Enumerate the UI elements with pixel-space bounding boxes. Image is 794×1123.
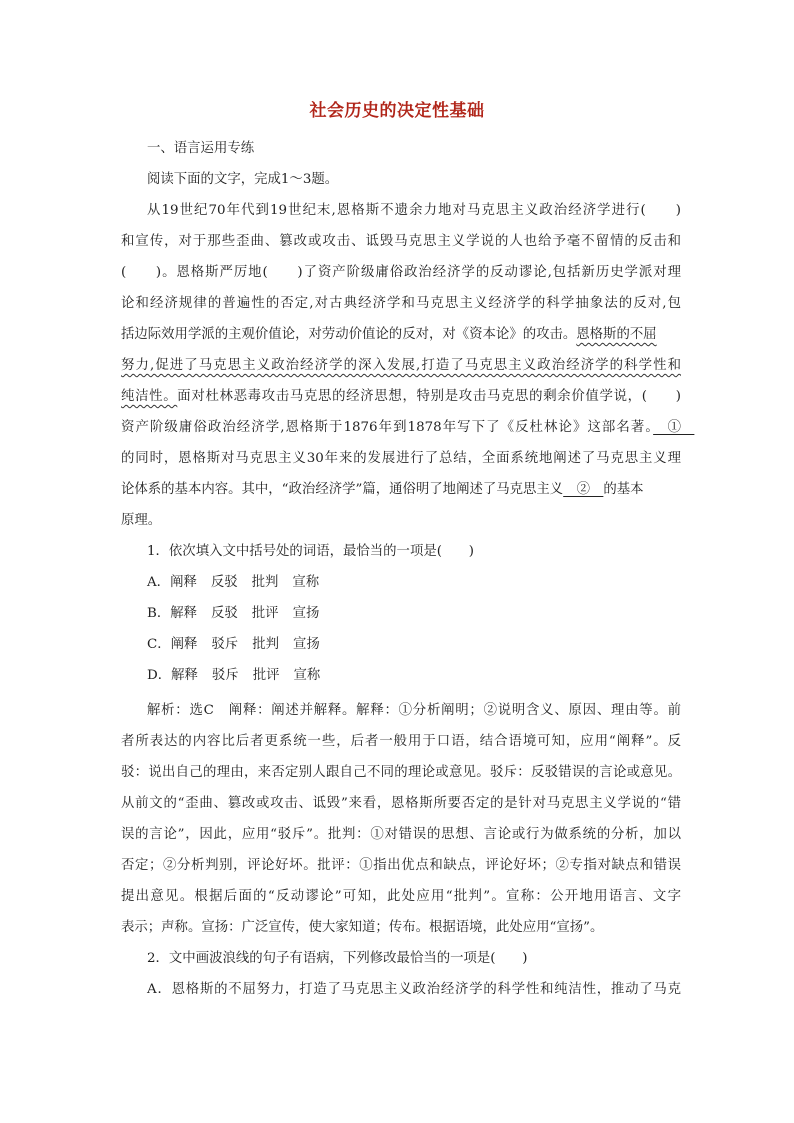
option-text: A．: [147, 575, 171, 590]
option-text: 阐释: [170, 575, 197, 590]
passage-line: 括边际效用学派的主观价值论，对劳动价值论的反对，对《资本论》的攻击。恩格斯的不屈: [121, 327, 657, 342]
blank-2: ②: [563, 482, 604, 497]
option-text: 反驳: [210, 575, 238, 590]
option-text: 宣称: [293, 668, 321, 683]
option-d: [147, 667, 681, 685]
option-c: [147, 636, 681, 654]
wavy-underlined-text: 努力,促进了马克思主义政治经济学的深入发展,打造了马克思主义政治经济学的科学性和: [121, 358, 681, 373]
option-text: 宣扬: [292, 637, 320, 652]
option-text: 批评: [252, 668, 280, 683]
option-text: 驳斥: [211, 668, 239, 683]
passage-line: 论体系的基本内容。其中，“政治经济学”篇，通俗明了地阐述了马克思主义 ② 的基本: [121, 482, 644, 497]
instruction: 阅读下面的文字，完成1～3题。: [147, 172, 339, 187]
answer-line: 者所表达的内容比后者更系统一些，后者一般用于口语，结合语境可知，应用“阐释”。反: [121, 734, 681, 749]
answer-line: 表示；声称。宣扬：广泛宣传，使大家知道；传布。根据语境，此处应用“宣扬”。: [121, 920, 604, 935]
page-title: 社会历史的决定性基础: [309, 101, 485, 121]
blank-1: ①: [653, 420, 695, 435]
option-text: C．: [147, 637, 171, 652]
answer-line: 从前文的“歪曲、篡改或攻击、诋毁”来看，恩格斯所要否定的是针对马克思主义学说的“错: [121, 796, 681, 811]
passage-line: 和宣传，对于那些歪曲、篡改或攻击、诋毁马克思主义学说的人也给予毫不留情的反击和: [121, 234, 681, 249]
wavy-underlined-text: 恩格斯的不屈: [576, 327, 657, 342]
answer-line: 提出意见。根据后面的“反动谬论”可知，此处应用“批判”。宣称：公开地用语言、文字: [121, 889, 681, 904]
option-text: 驳斥: [211, 637, 239, 652]
option-text: 批判: [252, 637, 279, 652]
section-heading: 一、语言运用专练: [147, 141, 255, 156]
wavy-underlined-text: 纯洁性。: [121, 389, 178, 404]
passage-line: 的同时，恩格斯对马克思主义30年来的发展进行了总结，全面系统地阐述了马克思主义理: [121, 451, 681, 466]
answer-line: 驳：说出自己的理由，来否定别人跟自己不同的理论或意见。驳斥：反驳错误的言论或意见。: [121, 765, 681, 780]
option-text: B．: [147, 606, 171, 621]
option-a: A．恩格斯的不屈努力，打造了马克思主义政治经济学的科学性和纯洁性，推动了马克: [147, 982, 681, 997]
option-text: 解释: [170, 606, 198, 621]
passage-line: [121, 357, 681, 375]
option-a: [147, 574, 681, 592]
option-text: 批评: [251, 606, 279, 621]
passage-line: 从19世纪70年代到19世纪末,恩格斯不遗余力地对马克思主义政治经济学进行( ): [147, 203, 681, 218]
question-1: 1．依次填入文中括号处的词语，最恰当的一项是( ): [147, 544, 474, 559]
option-text: 阐释: [170, 637, 198, 652]
option-text: 解释: [171, 668, 198, 683]
option-b: [147, 605, 681, 623]
answer-line: 解析：选C 阐释：阐述并解释。解释：①分析阐明；②说明含义、原因、理由等。前: [147, 703, 681, 718]
passage-line: 论和经济规律的普遍性的否定,对古典经济学和马克思主义经济学的科学抽象法的反对,包: [121, 296, 681, 311]
passage-line: 资产阶级庸俗政治经济学,恩格斯于1876年到1878年写下了《反杜林论》这部名著。 ①: [121, 420, 695, 435]
passage-line: 纯洁性。面对杜林恶毒攻击马克思的经济思想，特别是攻击马克思的剩余价值学说，( ): [121, 389, 681, 404]
option-text: 批判: [251, 575, 279, 590]
answer-line: 误的言论”，因此，应用“驳斥”。批判：①对错误的思想、言论或行为做系统的分析，加以: [121, 827, 681, 842]
option-text: 宣称: [292, 575, 320, 590]
option-text: 反驳: [211, 606, 238, 621]
passage-line: 原理。: [121, 513, 162, 528]
option-text: D．: [147, 668, 172, 683]
passage-line: ( )。恩格斯严厉地( )了资产阶级庸俗政治经济学的反动谬论,包括新历史学派对理: [121, 265, 681, 280]
answer-line: 否定；②分析判别，评论好坏。批评：①指出优点和缺点，评论好坏；②专指对缺点和错误: [121, 858, 681, 873]
question-2: 2．文中画波浪线的句子有语病，下列修改最恰当的一项是( ): [147, 951, 528, 966]
option-text: 宣扬: [292, 606, 320, 621]
